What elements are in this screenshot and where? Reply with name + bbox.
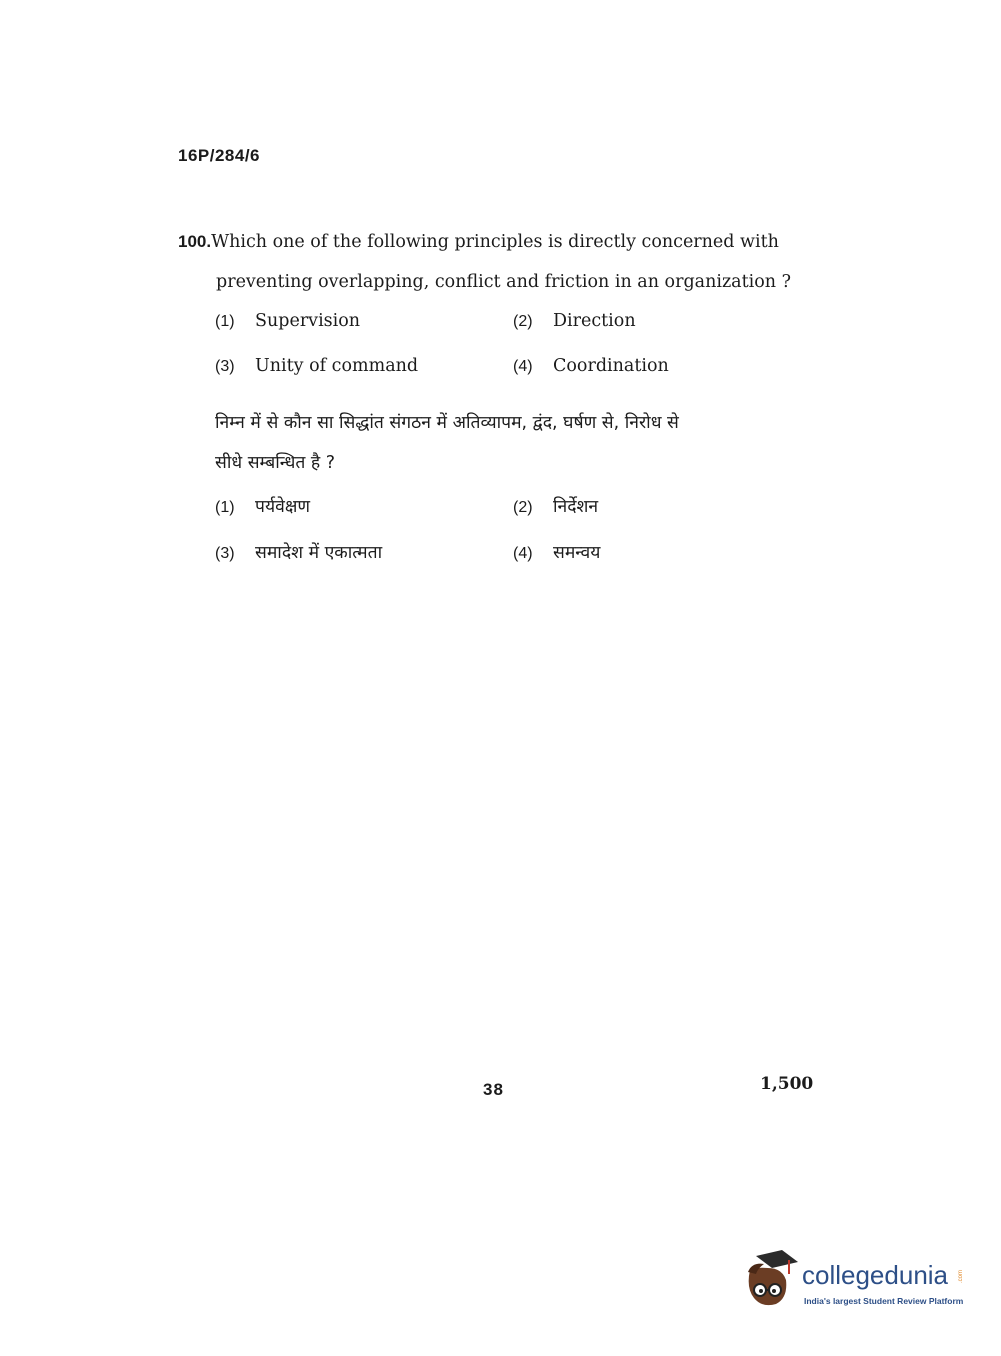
paper-code: 16P/284/6	[178, 146, 261, 165]
hindi-option-1	[215, 494, 310, 518]
option-number: (1)	[215, 313, 235, 330]
question-number: 100.	[178, 232, 212, 251]
english-option-2	[513, 311, 636, 331]
hindi-line-2: सीधे सम्बन्धित है ?	[215, 453, 336, 473]
english-option-4	[513, 356, 669, 376]
option-text: पर्यवेक्षण	[255, 497, 311, 517]
option-text: Unity of command	[255, 356, 419, 376]
question-text-line-1: Which one of the following principles is directly concerned with	[211, 232, 779, 252]
option-number: (1)	[215, 499, 235, 516]
logo-tagline: India's largest Student Review Platform	[804, 1296, 964, 1306]
option-number: (3)	[215, 358, 235, 375]
option-text: Coordination	[553, 356, 669, 376]
logo-domain: .com	[958, 1270, 964, 1284]
option-text: निर्देशन	[553, 497, 599, 517]
option-number: (4)	[513, 358, 533, 375]
question-hindi	[215, 403, 815, 483]
option-number: (2)	[513, 499, 533, 516]
mascot-icon	[742, 1250, 800, 1310]
option-text: Direction	[553, 311, 636, 331]
option-number: (2)	[513, 313, 533, 330]
option-number: (4)	[513, 545, 533, 562]
hindi-line-1: निम्न में से कौन सा सिद्धांत संगठन में अतिव्यापम, द्वंद, घर्षण से, निरोध से	[215, 413, 679, 433]
hindi-option-4	[513, 540, 600, 564]
option-text: समन्वय	[553, 543, 601, 563]
english-option-1	[215, 311, 360, 331]
option-text: Supervision	[255, 311, 361, 331]
hindi-option-2	[513, 494, 598, 518]
hindi-option-3	[215, 540, 382, 564]
collegedunia-logo	[742, 1250, 972, 1320]
question-line-1	[178, 222, 818, 262]
option-number: (3)	[215, 545, 235, 562]
question-text-line-2: preventing overlapping, conflict and friction in an organization ?	[216, 272, 791, 292]
option-text: समादेश में एकात्मता	[255, 543, 383, 563]
logo-name: collegedunia	[802, 1260, 949, 1290]
copies-count: 1,500	[760, 1074, 814, 1094]
question-english	[178, 222, 818, 302]
page-number: 38	[483, 1080, 504, 1099]
english-option-3	[215, 356, 418, 376]
